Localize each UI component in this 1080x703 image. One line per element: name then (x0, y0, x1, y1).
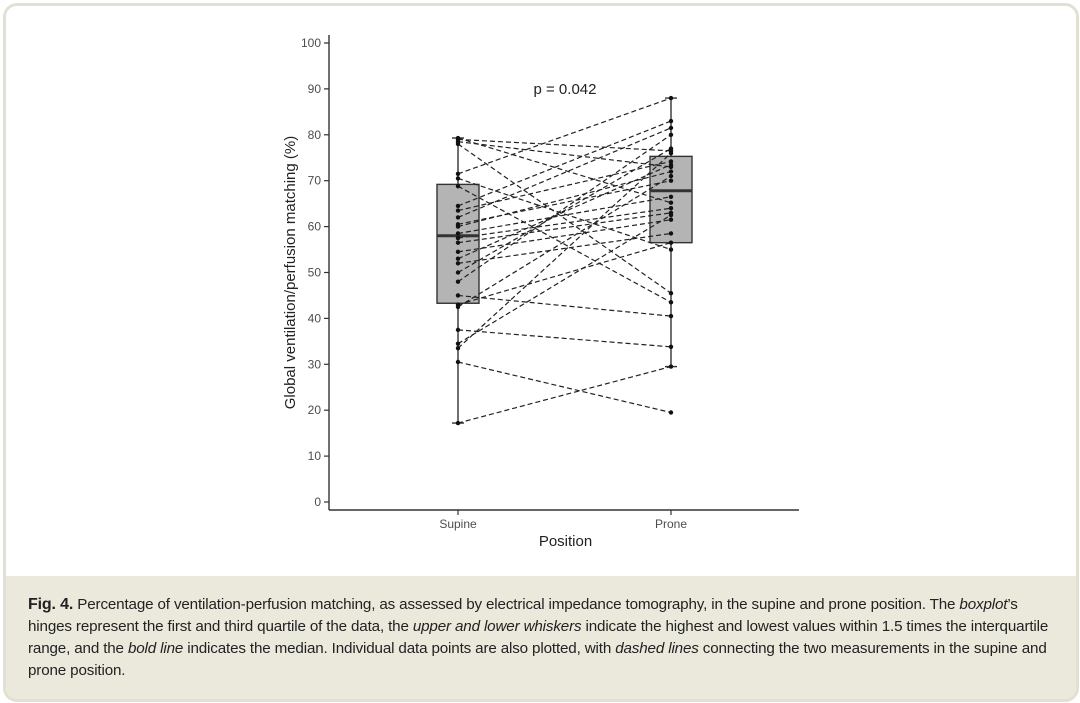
prone-point-23 (669, 174, 673, 178)
pair-line-21 (458, 295, 671, 316)
pair-line-14 (458, 208, 671, 238)
supine-point-7 (456, 184, 460, 188)
x-tick-label-supine: Supine (439, 517, 477, 531)
prone-point-12 (669, 169, 673, 173)
pair-line-27 (458, 362, 671, 412)
prone-point-14 (669, 206, 673, 210)
pair-line-8 (458, 121, 671, 206)
pair-line-28 (458, 367, 671, 423)
y-tick-label-0: 0 (314, 495, 321, 509)
prone-point-1 (669, 201, 673, 205)
y-tick-label-10: 10 (307, 449, 321, 464)
prone-point-18 (669, 231, 673, 235)
supine-point-9 (456, 208, 460, 212)
x-tick-label-prone: Prone (654, 517, 688, 531)
prone-point-22 (669, 240, 673, 244)
prone-point-10 (669, 126, 673, 130)
prone-point-8 (669, 119, 673, 123)
prone-point-25 (669, 213, 673, 217)
supine-point-16 (456, 250, 460, 254)
y-tick-label-90: 90 (307, 81, 321, 96)
caption-emphasis-boxplot: boxplot (959, 596, 1008, 613)
figure-frame (3, 3, 1079, 702)
caption-text-3: indicate the highest and lowest values within 1.5 times the interquartile range, and the (28, 618, 1049, 657)
supine-point-24 (456, 328, 460, 332)
y-tick-label-30: 30 (307, 357, 321, 372)
prone-point-7 (669, 300, 673, 304)
prone-point-21 (669, 314, 673, 318)
y-tick-label-40: 40 (307, 311, 321, 326)
y-tick-label-80: 80 (307, 127, 321, 142)
pair-line-19 (458, 149, 671, 273)
figure-label: Fig. 4. (28, 596, 74, 613)
caption-emphasis-dashed-lines: dashed lines (615, 640, 699, 657)
x-axis-title: Position (538, 533, 593, 550)
prone-point-26 (669, 151, 673, 155)
y-tick-label-70: 70 (307, 173, 321, 188)
supine-point-15 (456, 240, 460, 244)
pair-line-6 (458, 178, 671, 249)
plot-area (6, 6, 1076, 576)
y-axis-title: Global ventilation/perfusion matching (%) (282, 135, 299, 410)
supine-point-27 (456, 360, 460, 364)
prone-point-16 (669, 218, 673, 222)
supine-point-6 (456, 176, 460, 180)
supine-point-8 (456, 204, 460, 208)
prone-point-13 (669, 195, 673, 199)
supine-point-21 (456, 293, 460, 297)
pair-line-25 (458, 215, 671, 344)
p-value-annotation: p = 0.042 (533, 81, 597, 98)
caption-text-2: ’s hinges represent the first and third quartile of the data, the (28, 596, 1018, 635)
prone-point-6 (669, 247, 673, 251)
caption-text-5: connecting the two measurements in the supine and prone position. (28, 640, 1047, 679)
y-tick-label-20: 20 (307, 403, 321, 418)
pair-line-22 (458, 243, 671, 305)
prone-point-28 (669, 364, 673, 368)
supine-point-28 (456, 421, 460, 425)
prone-point-24 (669, 345, 673, 349)
prone-point-4 (669, 291, 673, 295)
pair-line-23 (458, 176, 671, 307)
supine-point-19 (456, 270, 460, 274)
prone-point-20 (669, 133, 673, 137)
supine-point-23 (456, 305, 460, 309)
pair-line-16 (458, 220, 671, 252)
pair-line-24 (458, 330, 671, 347)
pair-line-9 (458, 161, 671, 210)
supine-point-17 (456, 257, 460, 261)
supine-point-4 (456, 142, 460, 146)
supine-point-26 (456, 346, 460, 350)
pair-line-26 (458, 153, 671, 348)
y-tick-label-100: 100 (300, 36, 321, 50)
caption-text-4: indicates the median. Individual data points are also plotted, with (183, 640, 616, 657)
y-tick-label-60: 60 (307, 219, 321, 234)
prone-point-27 (669, 410, 673, 414)
y-tick-label-50: 50 (307, 265, 321, 280)
boxplot-chart (6, 6, 1076, 576)
supine-point-14 (456, 236, 460, 240)
prone-point-11 (669, 179, 673, 183)
prone-point-17 (669, 162, 673, 166)
caption-emphasis-whiskers: upper and lower whiskers (412, 618, 582, 635)
prone-point-19 (669, 146, 673, 150)
caption-text-1: Percentage of ventilation-perfusion matching, as assessed by electrical impedance tomography, in the supine and prone position. The (73, 596, 960, 613)
supine-point-10 (456, 215, 460, 219)
pair-line-20 (458, 135, 671, 282)
figure-caption (6, 576, 1076, 699)
prone-point-5 (669, 96, 673, 100)
supine-point-12 (456, 224, 460, 228)
caption-emphasis-bold-line: bold line (127, 640, 184, 657)
pair-line-5 (458, 98, 671, 174)
supine-point-20 (456, 279, 460, 283)
supine-point-18 (456, 261, 460, 265)
supine-point-25 (456, 341, 460, 345)
supine-point-13 (456, 231, 460, 235)
supine-point-5 (456, 172, 460, 176)
